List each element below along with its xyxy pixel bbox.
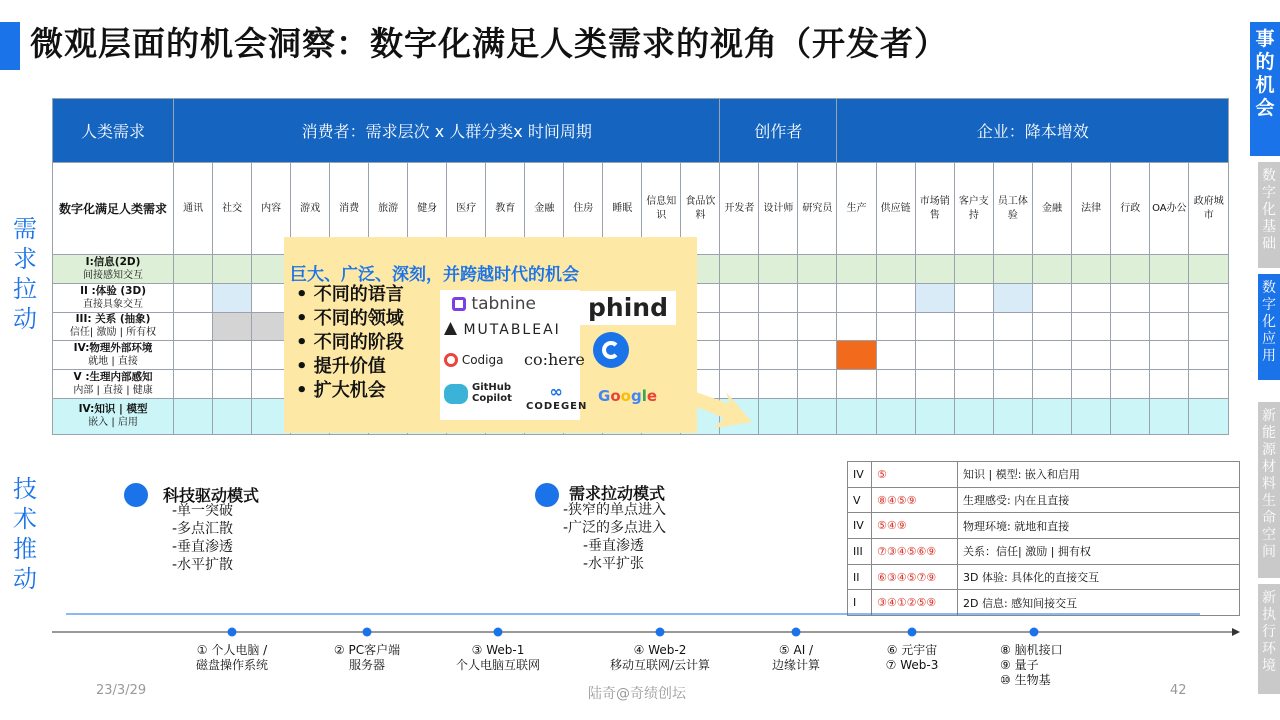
table-cell bbox=[759, 398, 798, 434]
table-cell bbox=[876, 370, 915, 399]
row-header: II :体验 (3D) 直接具象交互 bbox=[53, 283, 174, 312]
level-mapping-table bbox=[847, 461, 1240, 616]
codegen-icon: ∞ bbox=[549, 382, 564, 401]
row-header-title: 数字化满足人类需求 bbox=[53, 163, 174, 255]
level-desc: 2D 信息: 感知间接交互 bbox=[958, 590, 1240, 616]
table-cell bbox=[1111, 341, 1150, 370]
column-header: 旅游 bbox=[369, 163, 408, 255]
callout-title: 巨大、广泛、深刻，并跨越时代的机会 bbox=[290, 265, 579, 285]
column-header: 法律 bbox=[1072, 163, 1111, 255]
table-cell bbox=[798, 341, 837, 370]
timeline-label-line: ④ Web-2 bbox=[633, 643, 687, 657]
table-cell bbox=[1111, 283, 1150, 312]
callout-bullet: • 不同的语言 bbox=[296, 283, 404, 307]
level-desc: 关系：信任| 激励 | 拥有权 bbox=[958, 539, 1240, 565]
timeline-label-line: ⑧ 脑机接口 bbox=[1000, 643, 1063, 657]
tech-mode-line: -多点汇散 bbox=[172, 521, 234, 537]
sidebar-item-opportunity[interactable]: 事的机会 bbox=[1250, 22, 1280, 156]
tech-mode-line: -垂直渗透 bbox=[172, 539, 234, 555]
table-cell bbox=[876, 312, 915, 341]
table-cell bbox=[720, 255, 759, 284]
level-row bbox=[848, 487, 1240, 513]
table-cell bbox=[954, 283, 993, 312]
timeline-label bbox=[307, 643, 427, 673]
tech-mode-title: 科技驱动模式 bbox=[163, 486, 260, 505]
column-header: 供应链 bbox=[876, 163, 915, 255]
timeline-label-line: 服务器 bbox=[348, 658, 385, 672]
tech-push-label: 技术推动 bbox=[13, 475, 37, 593]
phind-logo: phind bbox=[580, 291, 676, 325]
column-header: 食品饮料 bbox=[681, 163, 720, 255]
table-cell bbox=[1032, 283, 1071, 312]
table-cell bbox=[915, 341, 954, 370]
column-header: 教育 bbox=[486, 163, 525, 255]
table-cell bbox=[954, 370, 993, 399]
table-cell bbox=[1150, 283, 1189, 312]
tabnine-icon bbox=[452, 297, 466, 311]
mutableai-logo: MUTABLEAI bbox=[444, 322, 561, 338]
sidebar-item-digital-base[interactable]: 数字化基础 bbox=[1258, 162, 1280, 268]
level-row bbox=[848, 513, 1240, 539]
table-cell bbox=[759, 312, 798, 341]
callout-bullet: • 提升价值 bbox=[296, 355, 404, 379]
callout-bullet: • 不同的领域 bbox=[296, 307, 404, 331]
timeline-label bbox=[438, 643, 558, 673]
level-desc: 生理感受: 内在且直接 bbox=[958, 487, 1240, 513]
table-cell bbox=[993, 255, 1032, 284]
level-level: III bbox=[848, 539, 872, 565]
column-header: 通讯 bbox=[174, 163, 213, 255]
level-codes: ③④①②⑤⑨ bbox=[872, 590, 958, 616]
logo-panel: tabnine MUTABLEAI Codiga co:here GitHub Copilot ∞ CODEGEN bbox=[440, 290, 580, 420]
callout-arrow bbox=[690, 382, 760, 434]
table-cell bbox=[798, 370, 837, 399]
level-codes: ⑤④⑨ bbox=[872, 513, 958, 539]
table-cell bbox=[1072, 398, 1111, 434]
timeline-dot bbox=[908, 628, 917, 637]
table-cell bbox=[174, 370, 213, 399]
timeline-label-line: 磁盘操作系统 bbox=[195, 658, 268, 672]
table-cell bbox=[993, 398, 1032, 434]
timeline-label-line: ⑩ 生物基 bbox=[1000, 673, 1051, 687]
table-cell bbox=[759, 370, 798, 399]
footer-author: 陆奇@奇绩创坛 bbox=[588, 686, 686, 702]
sidebar-item-new-energy[interactable]: 新能源材料生命空间 bbox=[1258, 402, 1280, 578]
table-cell bbox=[837, 255, 876, 284]
level-desc: 3D 体验: 具体化的直接交互 bbox=[958, 564, 1240, 590]
table-cell bbox=[1032, 370, 1071, 399]
timeline-label-line: ② PC客户端 bbox=[333, 643, 401, 657]
table-cell bbox=[1150, 312, 1189, 341]
tabnine-logo: tabnine bbox=[452, 294, 536, 314]
timeline-label-line: ⑦ Web-3 bbox=[885, 658, 939, 672]
table-cell bbox=[798, 283, 837, 312]
table-cell bbox=[798, 398, 837, 434]
column-header: 政府城市 bbox=[1189, 163, 1229, 255]
column-header: 员工体验 bbox=[993, 163, 1032, 255]
table-cell bbox=[915, 283, 954, 312]
timeline-dot bbox=[656, 628, 665, 637]
codegen-logo: ∞ CODEGEN bbox=[526, 382, 588, 412]
level-level: I bbox=[848, 590, 872, 616]
timeline-label-line: ③ Web-1 bbox=[471, 643, 525, 657]
level-level: V bbox=[848, 487, 872, 513]
level-desc: 知识 | 模型: 嵌入和启用 bbox=[958, 462, 1240, 488]
column-header: 开发者 bbox=[720, 163, 759, 255]
ai-swirl-icon bbox=[593, 332, 629, 368]
table-cell bbox=[720, 312, 759, 341]
table-cell bbox=[1111, 255, 1150, 284]
table-cell bbox=[1111, 370, 1150, 399]
column-header: 设计师 bbox=[759, 163, 798, 255]
table-cell bbox=[174, 283, 213, 312]
table-cell bbox=[174, 341, 213, 370]
row-header: IV:物理外部环境 就地 | 直接 bbox=[53, 341, 174, 370]
timeline-arrowhead bbox=[1232, 628, 1240, 636]
tech-mode-line: -单一突破 bbox=[172, 503, 234, 519]
table-cell bbox=[798, 312, 837, 341]
table-cell bbox=[954, 312, 993, 341]
table-cell bbox=[876, 255, 915, 284]
table-cell bbox=[954, 255, 993, 284]
table-cell bbox=[720, 341, 759, 370]
header-creator: 创作者 bbox=[720, 99, 837, 163]
table-cell bbox=[759, 283, 798, 312]
tech-mode-dot bbox=[124, 483, 148, 507]
table-cell bbox=[837, 370, 876, 399]
timeline-label-line: 边缘计算 bbox=[771, 658, 820, 672]
timeline-label bbox=[600, 643, 720, 673]
column-header: 金融 bbox=[525, 163, 564, 255]
table-cell bbox=[876, 283, 915, 312]
footer-page-number: 42 bbox=[1170, 683, 1187, 698]
demand-mode-line: -垂直渗透 bbox=[583, 538, 645, 554]
level-codes: ⑦③④⑤⑥⑨ bbox=[872, 539, 958, 565]
demand-pull-label: 需求拉动 bbox=[13, 215, 37, 333]
level-row bbox=[848, 564, 1240, 590]
level-codes: ⑤ bbox=[872, 462, 958, 488]
tech-mode-line: -水平扩散 bbox=[172, 557, 234, 573]
column-header: OA办公 bbox=[1150, 163, 1189, 255]
row-header: IV:知识 | 模型 嵌入 | 启用 bbox=[53, 398, 174, 434]
table-cell bbox=[1189, 255, 1229, 284]
row-header: V :生理内部感知 内部 | 直接 | 健康 bbox=[53, 370, 174, 399]
table-cell bbox=[1189, 283, 1229, 312]
mutableai-icon bbox=[444, 322, 457, 335]
column-header: 行政 bbox=[1111, 163, 1150, 255]
codiga-icon bbox=[444, 353, 458, 367]
table-cell bbox=[993, 370, 1032, 399]
table-cell bbox=[213, 255, 252, 284]
table-cell bbox=[759, 341, 798, 370]
table-cell bbox=[213, 398, 252, 434]
codiga-logo: Codiga bbox=[444, 353, 503, 367]
table-cell bbox=[213, 370, 252, 399]
column-header: 睡眠 bbox=[603, 163, 642, 255]
level-level: IV bbox=[848, 462, 872, 488]
table-cell bbox=[1150, 370, 1189, 399]
timeline-dot bbox=[363, 628, 372, 637]
table-cell bbox=[1072, 255, 1111, 284]
timeline-label-line: ⑥ 元宇宙 bbox=[886, 643, 938, 657]
column-header: 客户支持 bbox=[954, 163, 993, 255]
sidebar-item-digital-apps[interactable]: 数字化应用 bbox=[1258, 274, 1280, 380]
table-cell bbox=[213, 341, 252, 370]
table-cell bbox=[1032, 341, 1071, 370]
table-cell bbox=[1150, 255, 1189, 284]
column-header: 内容 bbox=[252, 163, 291, 255]
table-cell bbox=[915, 312, 954, 341]
table-cell bbox=[993, 283, 1032, 312]
table-cell bbox=[174, 255, 213, 284]
level-row bbox=[848, 539, 1240, 565]
table-cell bbox=[213, 283, 252, 312]
column-header: 研究员 bbox=[798, 163, 837, 255]
table-cell bbox=[1032, 255, 1071, 284]
callout-bullet: • 不同的阶段 bbox=[296, 331, 404, 355]
timeline-dot bbox=[494, 628, 503, 637]
table-cell bbox=[993, 341, 1032, 370]
page-title: 微观层面的机会洞察：数字化满足人类需求的视角（开发者） bbox=[30, 24, 948, 63]
google-logo: Google bbox=[598, 387, 658, 405]
timeline-dot bbox=[1030, 628, 1039, 637]
table-cell bbox=[1111, 312, 1150, 341]
table-cell bbox=[798, 255, 837, 284]
table-cell bbox=[1189, 341, 1229, 370]
level-desc: 物理环境: 就地和直接 bbox=[958, 513, 1240, 539]
table-cell bbox=[1072, 283, 1111, 312]
table-cell bbox=[1032, 312, 1071, 341]
callout-bullet: • 扩大机会 bbox=[296, 379, 404, 403]
demand-mode-line: -广泛的多点进入 bbox=[563, 520, 667, 536]
column-header: 消费 bbox=[330, 163, 369, 255]
timeline-label bbox=[852, 643, 972, 673]
table-cell bbox=[1072, 370, 1111, 399]
timeline-label-line: ⑨ 量子 bbox=[1000, 658, 1039, 672]
demand-mode-dot bbox=[535, 483, 559, 507]
table-cell bbox=[1150, 341, 1189, 370]
level-row bbox=[848, 462, 1240, 488]
timeline bbox=[0, 600, 1240, 644]
table-cell bbox=[174, 398, 213, 434]
cohere-logo: co:here bbox=[524, 350, 585, 369]
table-cell bbox=[1072, 341, 1111, 370]
timeline-label bbox=[172, 643, 292, 673]
column-header: 住房 bbox=[564, 163, 603, 255]
table-cell bbox=[837, 398, 876, 434]
table-cell bbox=[837, 312, 876, 341]
column-header: 金融 bbox=[1032, 163, 1071, 255]
demand-mode-line: -水平扩张 bbox=[583, 556, 645, 572]
table-cell bbox=[993, 312, 1032, 341]
table-cell bbox=[837, 341, 876, 370]
table-cell bbox=[915, 370, 954, 399]
table-cell bbox=[837, 283, 876, 312]
table-cell bbox=[1189, 398, 1229, 434]
table-cell bbox=[174, 312, 213, 341]
table-cell bbox=[759, 255, 798, 284]
title-accent-bar bbox=[0, 22, 20, 70]
column-header: 社交 bbox=[213, 163, 252, 255]
timeline-label bbox=[1000, 643, 1120, 688]
opportunity-callout bbox=[284, 237, 697, 433]
level-level: IV bbox=[848, 513, 872, 539]
table-cell bbox=[720, 283, 759, 312]
header-human-needs: 人类需求 bbox=[53, 99, 174, 163]
timeline-label bbox=[736, 643, 856, 673]
demand-mode-title: 需求拉动模式 bbox=[569, 484, 666, 503]
table-cell bbox=[1032, 398, 1071, 434]
table-cell bbox=[1189, 312, 1229, 341]
row-header: I:信息(2D) 间接感知交互 bbox=[53, 255, 174, 284]
table-cell bbox=[915, 398, 954, 434]
level-level: II bbox=[848, 564, 872, 590]
table-cell bbox=[954, 398, 993, 434]
timeline-label-line: 移动互联网/云计算 bbox=[609, 658, 711, 672]
timeline-label-line: ① 个人电脑 / bbox=[196, 643, 268, 657]
table-cell bbox=[1189, 370, 1229, 399]
table-cell bbox=[954, 341, 993, 370]
column-header: 游戏 bbox=[291, 163, 330, 255]
table-cell bbox=[213, 312, 252, 341]
table-cell bbox=[1111, 398, 1150, 434]
header-enterprise: 企业：降本增效 bbox=[837, 99, 1229, 163]
footer-date: 23/3/29 bbox=[96, 683, 147, 698]
timeline-label-line: 个人电脑互联网 bbox=[455, 658, 540, 672]
column-header: 信息知识 bbox=[642, 163, 681, 255]
column-header: 生产 bbox=[837, 163, 876, 255]
level-codes: ⑧④⑤⑨ bbox=[872, 487, 958, 513]
column-header: 医疗 bbox=[447, 163, 486, 255]
callout-bullets bbox=[296, 283, 404, 403]
demand-mode-line: -狭窄的单点进入 bbox=[563, 502, 667, 518]
table-cell bbox=[1072, 312, 1111, 341]
table-cell bbox=[876, 341, 915, 370]
column-header: 市场销售 bbox=[915, 163, 954, 255]
timeline-label-line: ⑤ AI / bbox=[778, 643, 814, 657]
table-cell bbox=[876, 398, 915, 434]
timeline-dot bbox=[792, 628, 801, 637]
timeline-dot bbox=[228, 628, 237, 637]
copilot-icon bbox=[444, 384, 468, 404]
table-cell bbox=[1150, 398, 1189, 434]
row-header: III: 关系 (抽象) 信任| 激励 | 所有权 bbox=[53, 312, 174, 341]
level-codes: ⑥③④⑤⑦⑨ bbox=[872, 564, 958, 590]
header-consumer: 消费者：需求层次 x 人群分类x 时间周期 bbox=[174, 99, 720, 163]
table-cell bbox=[915, 255, 954, 284]
column-header: 健身 bbox=[408, 163, 447, 255]
sidebar-item-new-exec[interactable]: 新执行环境 bbox=[1258, 584, 1280, 694]
